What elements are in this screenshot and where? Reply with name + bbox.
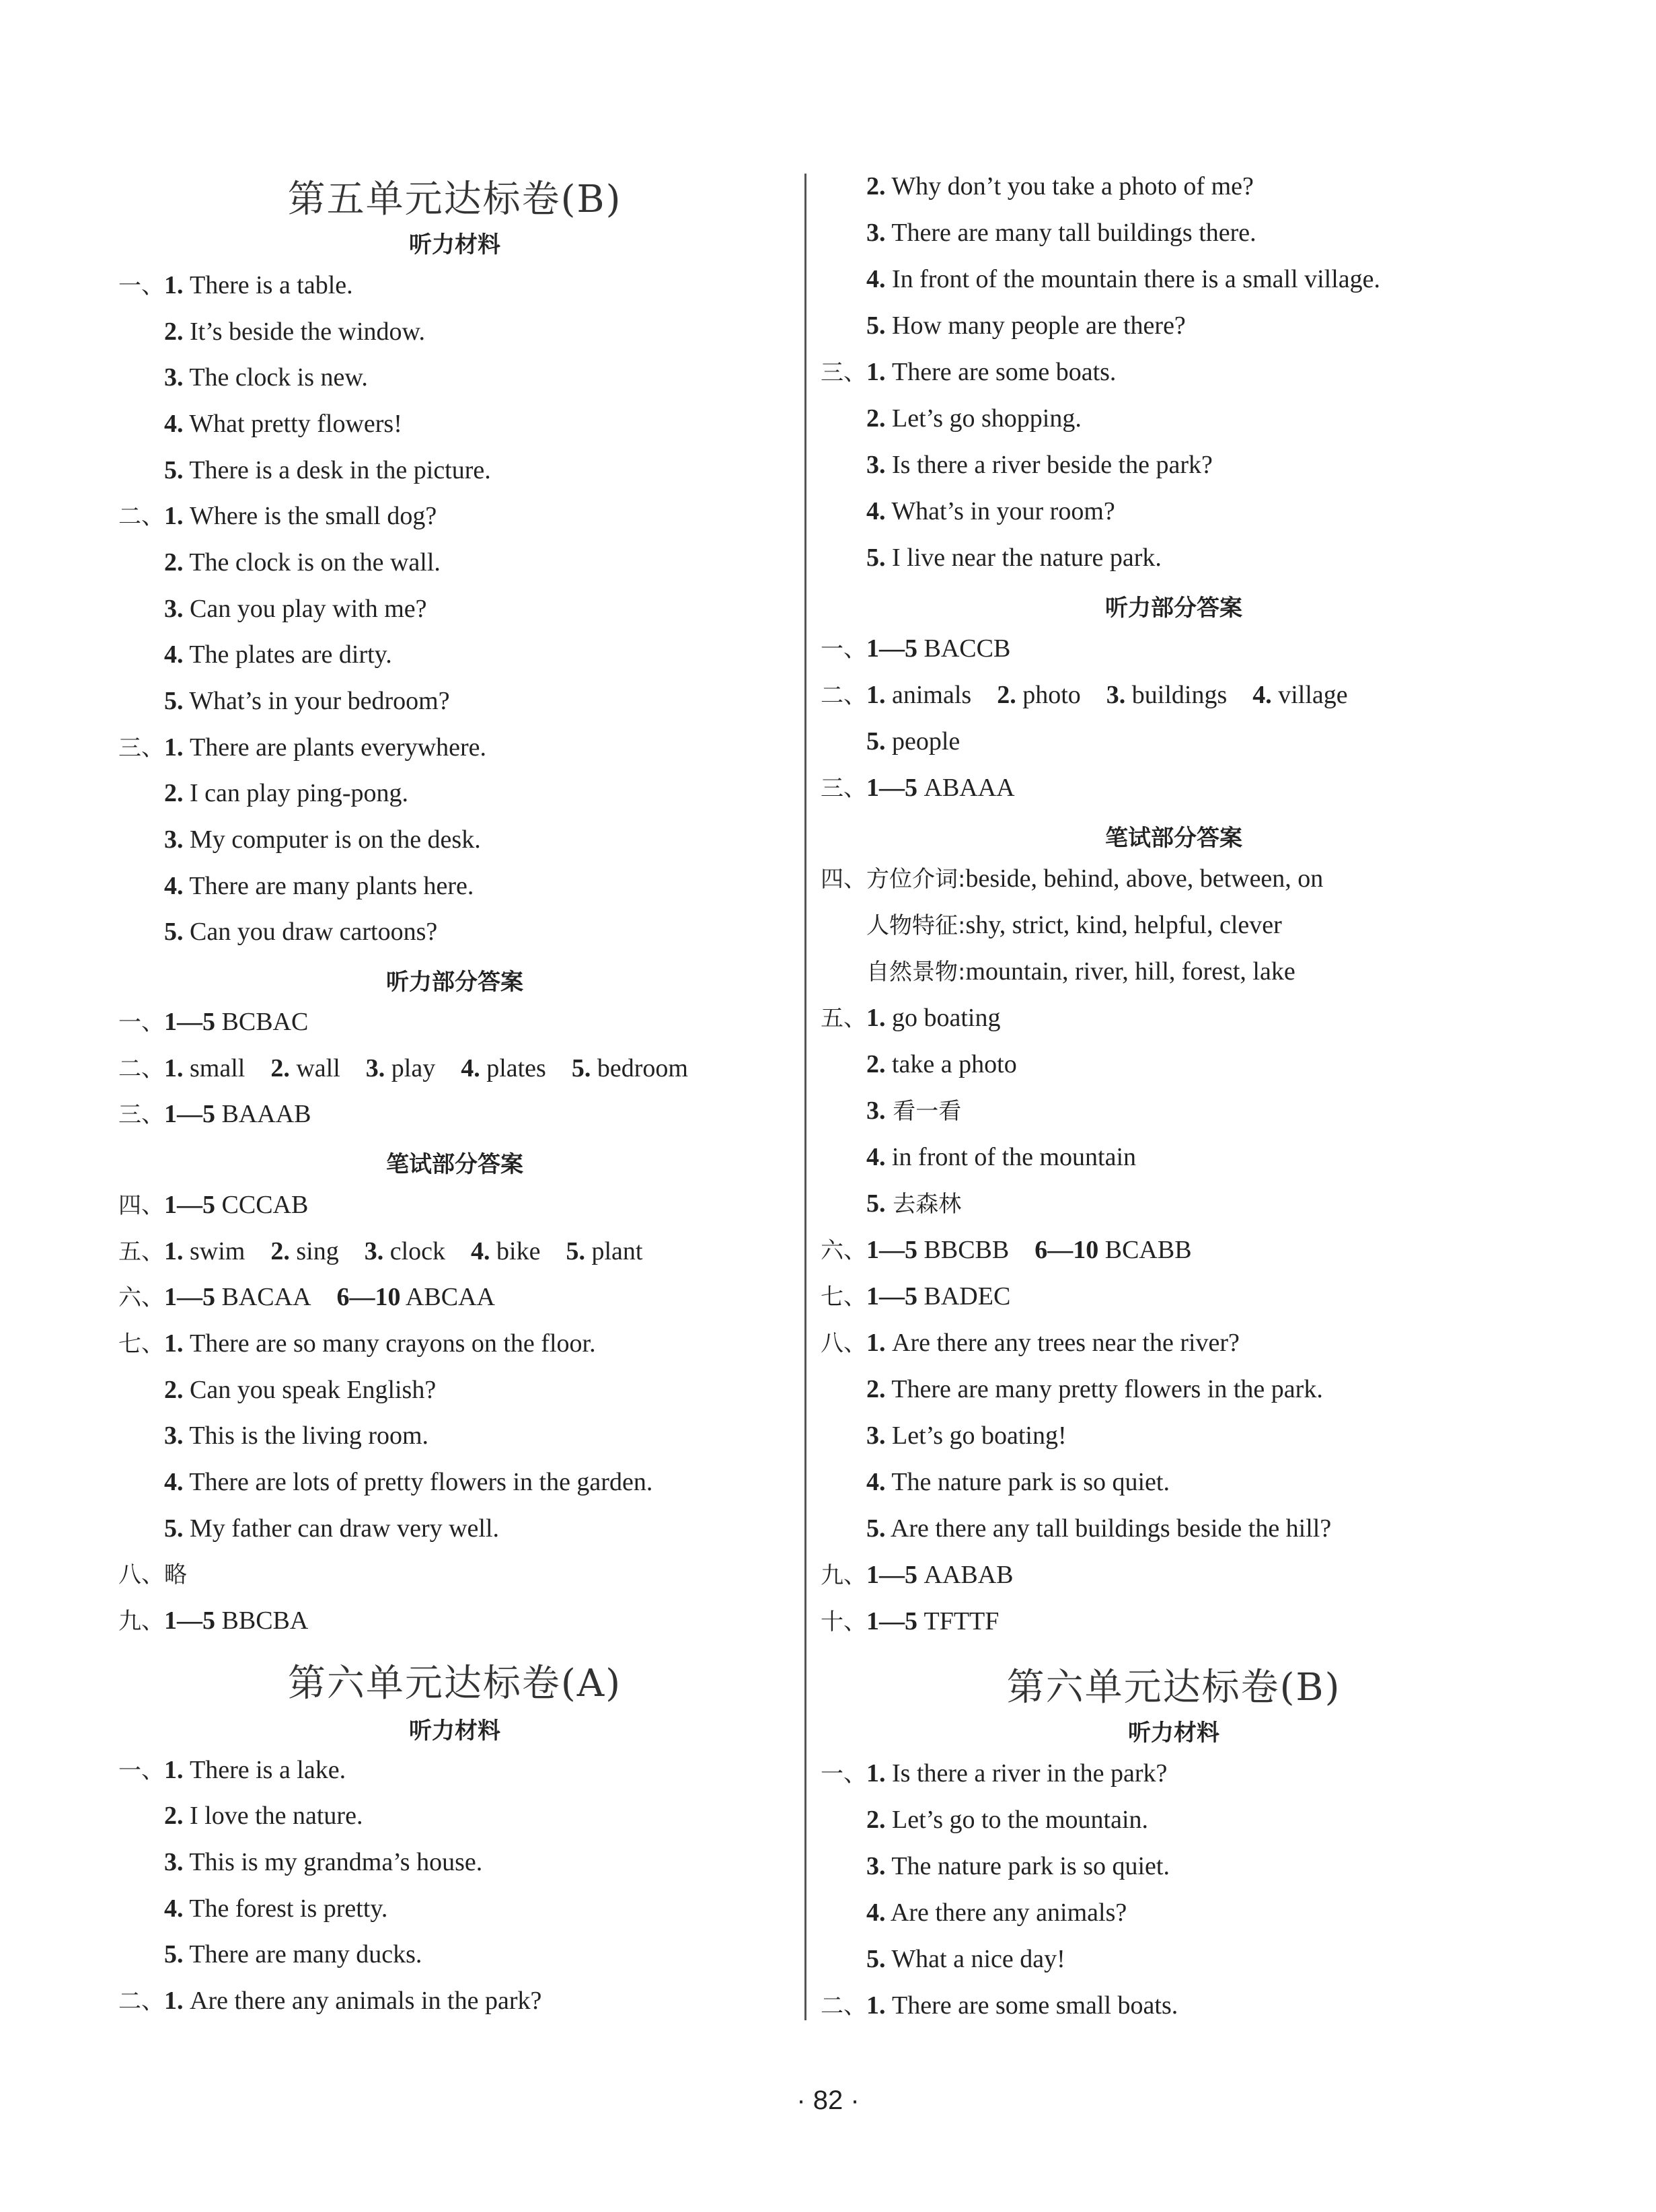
item-number: 1. <box>866 1991 886 2020</box>
item-number: 5. <box>164 456 184 484</box>
item-number: 3. <box>164 595 184 623</box>
item-text: The forest is pretty. <box>183 1894 388 1923</box>
item-text: There are many ducks. <box>183 1940 422 1968</box>
question-marker: 三、 <box>118 735 164 762</box>
item-number: 4. <box>1252 681 1272 709</box>
item-number: 5. <box>571 1054 591 1082</box>
item-text: There is a lake. <box>183 1756 346 1784</box>
answer-line <box>118 735 486 760</box>
answer-line <box>118 1561 187 1587</box>
item-text: BBCBA <box>215 1607 309 1635</box>
item-number: 3. <box>164 363 184 392</box>
item-number: 3. <box>866 1422 886 1450</box>
item-number: 2. <box>270 1237 290 1265</box>
item-text: Can you speak English? <box>183 1376 437 1404</box>
item-text: The clock is new. <box>183 363 368 392</box>
item-text: The plates are dirty. <box>183 640 392 669</box>
question-marker: 八、 <box>118 1561 164 1588</box>
item-number: 4. <box>164 1894 184 1923</box>
item-number: 2. <box>164 779 184 807</box>
answer-line <box>164 919 437 945</box>
chinese-text: 去森林 <box>885 1191 962 1218</box>
item-text: go boating <box>885 1004 1001 1032</box>
item-text: There are lots of pretty flowers in the garden. <box>183 1468 653 1496</box>
item-number: 2. <box>866 404 886 433</box>
item-number: 1—5 <box>866 1282 917 1311</box>
item-number: 3. <box>365 1054 385 1082</box>
item-text: Why don’t you take a photo of me? <box>885 172 1254 200</box>
item-number: 3. <box>164 825 184 854</box>
answer-line <box>866 1900 1127 1925</box>
item-number: 5. <box>164 687 184 715</box>
item-text: Are there any trees near the river? <box>885 1329 1240 1357</box>
answer-line: 二、1. small 2. wall 3. play 4. plates 5. bedroom <box>118 1054 688 1082</box>
item-text: There are some small boats. <box>885 1991 1178 2020</box>
answer-line <box>821 1993 1178 2018</box>
item-number: 6—10 <box>1034 1236 1099 1264</box>
section-heading: 听力材料 <box>409 231 500 258</box>
answer-line <box>164 411 402 437</box>
answer-line <box>821 1761 1167 1786</box>
section-heading: 听力材料 <box>1128 1720 1219 1746</box>
answer-line <box>118 1009 308 1035</box>
item-number: 1. <box>164 502 184 530</box>
item-number: 1—5 <box>866 1561 917 1589</box>
item-number: 4. <box>866 1143 886 1171</box>
question-marker: 七、 <box>821 1284 866 1311</box>
item-number: 5. <box>866 1514 886 1543</box>
answer-line <box>164 1942 422 1967</box>
item-number: 2. <box>997 681 1016 709</box>
item-text: There is a desk in the picture. <box>183 456 491 484</box>
question-marker: 七、 <box>118 1331 164 1358</box>
question-marker: 三、 <box>118 1101 164 1128</box>
item-number: 5. <box>164 1514 184 1543</box>
answer-line <box>866 499 1115 524</box>
item-text: mountain, river, hill, forest, lake <box>965 957 1295 986</box>
item-number: 2. <box>164 1376 184 1404</box>
answer-line <box>866 406 1082 431</box>
item-text: shy, strict, kind, helpful, clever <box>965 911 1282 939</box>
chinese-text: 方位介词: <box>866 866 966 893</box>
item-text: AABAB <box>917 1561 1014 1589</box>
item-number: 4. <box>866 497 886 525</box>
question-marker: 二、 <box>118 1988 164 2015</box>
section-heading: 听力部分答案 <box>386 969 523 996</box>
item-text: Where is the small dog? <box>183 502 437 530</box>
item-number: 4. <box>164 872 184 900</box>
item-text: Are there any animals? <box>885 1898 1127 1927</box>
question-marker: 四、 <box>821 866 866 893</box>
question-marker: 五、 <box>118 1239 164 1265</box>
answer-line <box>821 1330 1240 1356</box>
answer-line <box>866 1516 1331 1541</box>
item-number: 1. <box>866 1004 886 1032</box>
answer-line <box>164 1803 363 1829</box>
section-title: 第六单元达标卷(B) <box>1006 1666 1341 1709</box>
item-text: Are there any tall buildings beside the hill? <box>885 1514 1332 1543</box>
question-marker: 九、 <box>118 1608 164 1635</box>
item-number: 6—10 <box>336 1283 401 1311</box>
item-text: What a nice day! <box>885 1945 1065 1973</box>
answer-line <box>866 220 1256 246</box>
item-number: 1. <box>164 1329 184 1358</box>
answer-line <box>866 452 1213 478</box>
answer-line <box>164 1423 428 1448</box>
item-number: 1. <box>164 1054 184 1082</box>
question-marker: 二、 <box>118 1056 164 1082</box>
item-number: 2. <box>866 1806 886 1834</box>
answer-line <box>866 313 1186 338</box>
item-number: 2. <box>866 1050 886 1078</box>
item-text: Let’s go to the mountain. <box>885 1806 1149 1834</box>
item-number: 1—5 <box>164 1607 215 1635</box>
question-marker: 四、 <box>118 1192 164 1219</box>
item-text: There are many tall buildings there. <box>885 219 1256 247</box>
answer-line <box>118 272 353 298</box>
answer-line <box>866 1376 1323 1402</box>
answer-line <box>118 503 437 529</box>
item-text: What’s in your room? <box>885 497 1115 525</box>
answer-line: 六、1—5 BACAA 6—10 ABCAA <box>118 1283 495 1311</box>
answer-line <box>118 1988 541 2014</box>
item-number: 5. <box>866 1945 886 1973</box>
item-text: How many people are there? <box>885 311 1186 340</box>
answer-line <box>866 729 960 754</box>
item-number: 2. <box>866 1375 886 1403</box>
item-number: 3. <box>1106 681 1126 709</box>
item-number: 1. <box>866 1759 886 1787</box>
item-text: The nature park is so quiet. <box>885 1468 1170 1496</box>
answer-line <box>821 1284 1010 1309</box>
item-number: 2. <box>164 548 184 577</box>
chinese-text: 自然景物: <box>866 959 966 986</box>
question-marker: 一、 <box>118 1757 164 1784</box>
item-text: BAAAB <box>215 1100 311 1128</box>
item-number: 5. <box>566 1237 585 1265</box>
answer-line <box>164 1516 499 1541</box>
column-divider <box>804 174 806 2020</box>
question-marker: 三、 <box>821 775 866 802</box>
answer-line: 二、1. animals 2. photo 3. buildings 4. village <box>821 681 1348 709</box>
item-text: I live near the nature park. <box>885 544 1162 572</box>
answer-line <box>821 1562 1014 1588</box>
item-number: 1. <box>164 1756 184 1784</box>
answer-line <box>821 636 1010 661</box>
answer-line <box>866 912 1282 938</box>
item-text: The nature park is so quiet. <box>885 1852 1170 1880</box>
answer-line <box>866 1807 1148 1833</box>
item-number: 3. <box>164 1848 184 1876</box>
item-text: beside, behind, above, between, on <box>965 864 1324 893</box>
answer-line <box>866 1144 1136 1170</box>
answer-line <box>118 1101 311 1127</box>
item-number: 3. <box>866 219 886 247</box>
item-text: CCCAB <box>215 1191 309 1219</box>
answer-line <box>118 1192 308 1218</box>
question-marker: 二、 <box>821 1993 866 2020</box>
chinese-text: 看一看 <box>885 1098 962 1125</box>
item-text: The clock is on the wall. <box>183 548 441 577</box>
answer-line <box>164 1849 482 1875</box>
item-text: BADEC <box>917 1282 1011 1311</box>
item-text: Is there a river in the park? <box>885 1759 1168 1787</box>
item-text: There are so many crayons on the floor. <box>183 1329 596 1358</box>
item-number: 5. <box>164 918 184 946</box>
question-marker: 九、 <box>821 1562 866 1589</box>
item-number: 5. <box>866 1189 886 1218</box>
section-heading: 笔试部分答案 <box>1105 825 1242 852</box>
question-marker: 一、 <box>821 1761 866 1787</box>
item-text: take a photo <box>885 1050 1017 1078</box>
item-text: Are there any animals in the park? <box>183 1987 542 2015</box>
item-number: 1—5 <box>866 774 917 802</box>
answer-line <box>164 1469 652 1495</box>
item-number: 3. <box>164 1422 184 1450</box>
item-text: BACCB <box>917 634 1011 663</box>
item-number: 4. <box>866 265 886 293</box>
item-text: This is my grandma’s house. <box>183 1848 483 1876</box>
item-number: 5. <box>866 311 886 340</box>
answer-line <box>866 1423 1067 1448</box>
answer-line <box>821 775 1015 801</box>
answer-line <box>866 1098 961 1123</box>
answer-line <box>118 1331 596 1356</box>
item-text: Can you play with me? <box>183 595 427 623</box>
item-number: 1. <box>164 1987 184 2015</box>
item-text: ABAAA <box>917 774 1015 802</box>
item-number: 2. <box>164 318 184 346</box>
answer-line <box>866 174 1254 199</box>
section-heading: 笔试部分答案 <box>386 1151 523 1178</box>
item-number: 1—5 <box>164 1008 215 1036</box>
item-text: There are many plants here. <box>183 872 474 900</box>
item-number: 3. <box>866 1852 886 1880</box>
item-number: 1—5 <box>164 1191 215 1219</box>
item-number: 4. <box>866 1898 886 1927</box>
item-number: 3. <box>364 1237 384 1265</box>
question-marker: 六、 <box>821 1237 866 1264</box>
item-text: in front of the mountain <box>885 1143 1137 1171</box>
item-text: There are some boats. <box>885 358 1117 386</box>
item-number: 1. <box>164 733 184 762</box>
answer-line <box>164 688 450 714</box>
question-marker: 三、 <box>821 359 866 386</box>
answer-line <box>866 1946 1065 1972</box>
item-text: There are many pretty flowers in the park. <box>885 1375 1323 1403</box>
item-number: 1. <box>164 271 184 299</box>
item-number: 4. <box>164 1468 184 1496</box>
answer-line <box>866 545 1162 570</box>
item-text: What pretty flowers! <box>183 410 402 438</box>
item-number: 5. <box>866 727 886 755</box>
question-marker: 六、 <box>118 1284 164 1311</box>
item-text: My computer is on the desk. <box>183 825 481 854</box>
item-number: 2. <box>270 1054 290 1082</box>
question-marker: 一、 <box>118 1009 164 1036</box>
item-text: There is a table. <box>183 271 353 299</box>
item-number: 1—5 <box>866 1607 917 1635</box>
answer-line <box>821 1609 999 1634</box>
item-text: Let’s go boating! <box>885 1422 1067 1450</box>
item-text: I can play ping-pong. <box>183 779 409 807</box>
item-text: people <box>885 727 961 755</box>
answer-line <box>118 1757 346 1783</box>
answer-line: 五、1. swim 2. sing 3. clock 4. bike 5. plant <box>118 1237 643 1265</box>
section-heading: 听力材料 <box>409 1718 500 1744</box>
chinese-text: 人物特征: <box>866 912 966 939</box>
page-number: · 82 · <box>796 2086 860 2115</box>
question-marker: 十、 <box>821 1609 866 1635</box>
question-marker: 二、 <box>118 503 164 530</box>
question-marker: 一、 <box>118 272 164 299</box>
item-number: 1—5 <box>866 1236 917 1264</box>
item-text: My father can draw very well. <box>183 1514 500 1543</box>
item-number: 2. <box>164 1802 184 1830</box>
item-number: 4. <box>461 1054 480 1082</box>
item-number: 1. <box>866 358 886 386</box>
answer-line <box>164 550 441 575</box>
item-number: 1—5 <box>164 1100 215 1128</box>
item-text: I love the nature. <box>183 1802 363 1830</box>
question-marker: 二、 <box>821 682 866 709</box>
answer-line <box>821 1005 1000 1031</box>
item-text: What’s in your bedroom? <box>183 687 450 715</box>
answer-line <box>118 1608 308 1633</box>
item-text: In front of the mountain there is a small village. <box>885 265 1381 293</box>
answer-line <box>164 319 425 344</box>
item-text: It’s beside the window. <box>183 318 426 346</box>
item-number: 4. <box>471 1237 490 1265</box>
answer-line <box>164 827 481 852</box>
answer-line <box>164 1896 387 1921</box>
question-marker: 五、 <box>821 1005 866 1032</box>
question-marker: 八、 <box>821 1330 866 1357</box>
item-text: Can you draw cartoons? <box>183 918 438 946</box>
answer-line <box>866 1191 961 1216</box>
answer-line <box>821 866 1323 891</box>
item-number: 3. <box>866 1097 886 1125</box>
section-title: 第五单元达标卷(B) <box>287 178 622 221</box>
item-number: 4. <box>866 1468 886 1496</box>
item-number: 1. <box>164 1237 184 1265</box>
item-text: TFTTF <box>917 1607 1000 1635</box>
item-text: BCBAC <box>215 1008 309 1036</box>
item-text: Let’s go shopping. <box>885 404 1082 433</box>
answer-line <box>866 266 1380 292</box>
answer-line <box>164 873 474 899</box>
answer-line <box>164 642 392 667</box>
answer-line <box>164 780 408 806</box>
chinese-text: 略 <box>164 1561 187 1588</box>
answer-line <box>866 1469 1170 1495</box>
section-heading: 听力部分答案 <box>1105 595 1242 622</box>
answer-line <box>164 596 426 622</box>
answer-line <box>866 1052 1017 1077</box>
item-number: 4. <box>164 410 184 438</box>
item-number: 1—5 <box>866 634 917 663</box>
answer-line <box>164 1377 436 1403</box>
item-number: 1. <box>866 681 886 709</box>
item-text: Is there a river beside the park? <box>885 451 1213 479</box>
item-number: 3. <box>866 451 886 479</box>
item-number: 2. <box>866 172 886 200</box>
answer-line <box>866 959 1295 984</box>
item-number: 5. <box>164 1940 184 1968</box>
answer-line <box>164 457 491 483</box>
item-number: 1. <box>866 1329 886 1357</box>
question-marker: 一、 <box>821 636 866 663</box>
item-number: 4. <box>164 640 184 669</box>
answer-line: 六、1—5 BBCBB 6—10 BCABB <box>821 1236 1192 1264</box>
section-title: 第六单元达标卷(A) <box>287 1662 622 1705</box>
answer-line <box>164 365 368 390</box>
item-number: 5. <box>866 544 886 572</box>
item-text: This is the living room. <box>183 1422 429 1450</box>
answer-line <box>821 359 1116 385</box>
item-number: 1—5 <box>164 1283 215 1311</box>
item-text: There are plants everywhere. <box>183 733 486 762</box>
answer-line <box>866 1853 1170 1879</box>
